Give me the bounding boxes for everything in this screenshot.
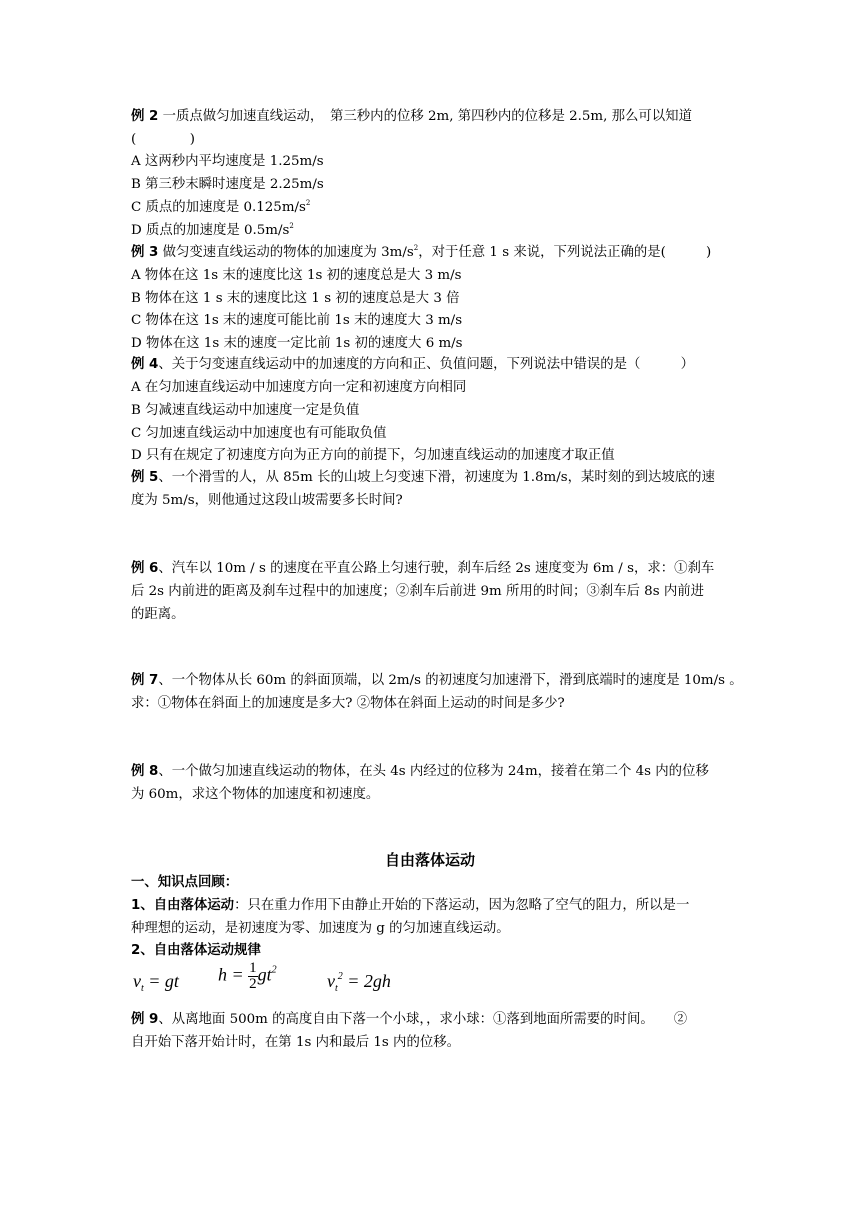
example-2-option-b: B 第三秒末瞬时速度是 2.25m/s	[131, 177, 324, 192]
example-9-text: 、从离地面 500m 的高度自由下落一个小球，，求小球：①落到地面所需要的时间。 ②	[158, 1012, 688, 1027]
formula-subscript: t	[335, 983, 338, 994]
formula-velocity	[133, 971, 179, 994]
example-6-text: 、汽车以 10m / s 的速度在平直公路上匀速行驶，刹车后经 2s 速度变为 6m / s，求：①刹车	[158, 561, 715, 576]
example-4-option-b: B 匀减速直线运动中加速度一定是负值	[131, 403, 360, 418]
example-3-stem	[131, 244, 711, 262]
formula-symbol: v	[133, 971, 141, 991]
example-3-label: 例 3	[131, 245, 159, 260]
formula-rhs: = gt	[143, 971, 179, 991]
example-3-option-d: D 物体在这 1s 末的速度一定比前 1s 初的速度大 6 m/s	[131, 336, 463, 351]
formula-lhs: h =	[218, 964, 249, 985]
example-4-text: 、关于匀变速直线运动中的加速度的方向和正、负值问题，下列说法中错误的是（ ）	[158, 357, 694, 372]
example-2-option-d	[131, 222, 294, 240]
example-4-option-a: A 在匀加速直线运动中加速度方向一定和初速度方向相同	[131, 380, 467, 395]
knowledge-review-heading: 一、知识点回顾：	[131, 875, 239, 890]
fraction	[248, 961, 258, 992]
example-9-label: 例 9	[131, 1012, 159, 1027]
definition-label: 1、自由落体运动	[131, 898, 235, 913]
formula-rhs: = 2gh	[342, 971, 391, 991]
example-3-option-a: A 物体在这 1s 末的速度比这 1s 初的速度总是大 3 m/s	[131, 268, 462, 283]
example-8-line-2: 为 60m，求这个物体的加速度和初速度。	[131, 787, 380, 802]
example-3-option-c: C 物体在这 1s 末的速度可能比前 1s 末的速度大 3 m/s	[131, 313, 463, 328]
example-2-text: 一质点做匀加速直线运动， 第三秒内的位移 2m, 第四秒内的位移是 2.5m, 那么可以知道	[158, 109, 692, 124]
formula-superscript: 2	[337, 971, 343, 982]
example-7-text: 、一个物体从长 60m 的斜面顶端，以 2m/s 的初速度匀加速滑下，滑到底端时的速度是 10m/s 。	[158, 673, 743, 688]
definition-line-2: 种理想的运动，是初速度为零、加速度为 g 的匀加速直线运动。	[131, 921, 510, 936]
example-2-label: 例 2	[131, 109, 159, 124]
example-2-option-c	[131, 199, 310, 217]
example-4-option-c: C 匀加速直线运动中加速度也有可能取负值	[131, 426, 387, 441]
example-5-line-1	[131, 469, 715, 487]
formula-symbol: v	[327, 971, 335, 991]
example-8-label: 例 8	[131, 764, 159, 779]
example-3-text-a: 做匀变速直线运动的物体的加速度为 3m/s	[158, 245, 414, 260]
example-5-line-2: 度为 5m/s，则他通过这段山坡需要多长时间?	[131, 493, 403, 508]
example-8-text: 、一个做匀加速直线运动的物体，在头 4s 内经过的位移为 24m，接着在第二个 4s 内的位移	[158, 764, 709, 779]
example-2-option-c-text: C 质点的加速度是 0.125m/s	[131, 200, 306, 215]
section-title: 自由落体运动	[384, 851, 475, 869]
laws-heading: 2、自由落体运动规律	[131, 943, 261, 958]
example-2-option-a: A 这两秒内平均速度是 1.25m/s	[131, 154, 324, 169]
superscript: 2	[289, 222, 294, 230]
example-4-stem	[131, 356, 694, 374]
example-8-line-1	[131, 763, 709, 781]
formula-rhs: gt	[257, 964, 272, 985]
example-5-text: 、一个滑雪的人，从 85m 长的山坡上匀变速下滑，初速度为 1.8m/s，某时刻的到达坡底的速	[158, 470, 715, 485]
example-4-label: 例 4	[131, 357, 159, 372]
example-2-stem	[131, 108, 692, 126]
example-3-text-b: ，对于任意 1 s 来说，下列说法正确的是( )	[418, 245, 712, 260]
superscript: 2	[305, 199, 311, 207]
example-3-option-b: B 物体在这 1 s 末的速度比这 1 s 初的速度总是大 3 倍	[131, 291, 460, 306]
definition-text: ：只在重力作用下由静止开始的下落运动，因为忽略了空气的阻力，所以是一	[234, 898, 690, 913]
example-6-line-1	[131, 560, 714, 578]
example-5-label: 例 5	[131, 470, 159, 485]
example-9-line-1	[131, 1011, 687, 1029]
fraction-denominator: 2	[249, 976, 257, 992]
example-7-label: 例 7	[131, 673, 159, 688]
example-2-option-d-text: D 质点的加速度是 0.5m/s	[131, 223, 290, 238]
example-4-option-d: D 只有在规定了初速度方向为正方向的前提下，匀加速直线运动的加速度才取正值	[131, 448, 615, 463]
example-6-line-3: 的距离。	[131, 607, 185, 622]
free-fall-formulas	[131, 961, 461, 1001]
formula-subscript: t	[141, 983, 144, 994]
formula-superscript: 2	[271, 964, 277, 976]
fraction-numerator: 1	[249, 960, 257, 976]
example-2-blank: ( )	[131, 132, 196, 147]
formula-displacement	[218, 961, 277, 992]
example-6-label: 例 6	[131, 561, 159, 576]
definition-line-1	[131, 897, 689, 915]
example-7-line-1	[131, 672, 743, 690]
example-6-line-2: 后 2s 内前进的距离及刹车过程中的加速度；②刹车后前进 9m 所用的时间；③刹车后 8s 内前进	[131, 584, 704, 599]
superscript: 2	[413, 244, 419, 252]
example-9-line-2: 自开始下落开始计时，在第 1s 内和最后 1s 内的位移。	[131, 1035, 461, 1050]
example-7-line-2: 求：①物体在斜面上的加速度是多大? ②物体在斜面上运动的时间是多少?	[131, 696, 565, 711]
formula-velocity-squared	[327, 971, 391, 994]
